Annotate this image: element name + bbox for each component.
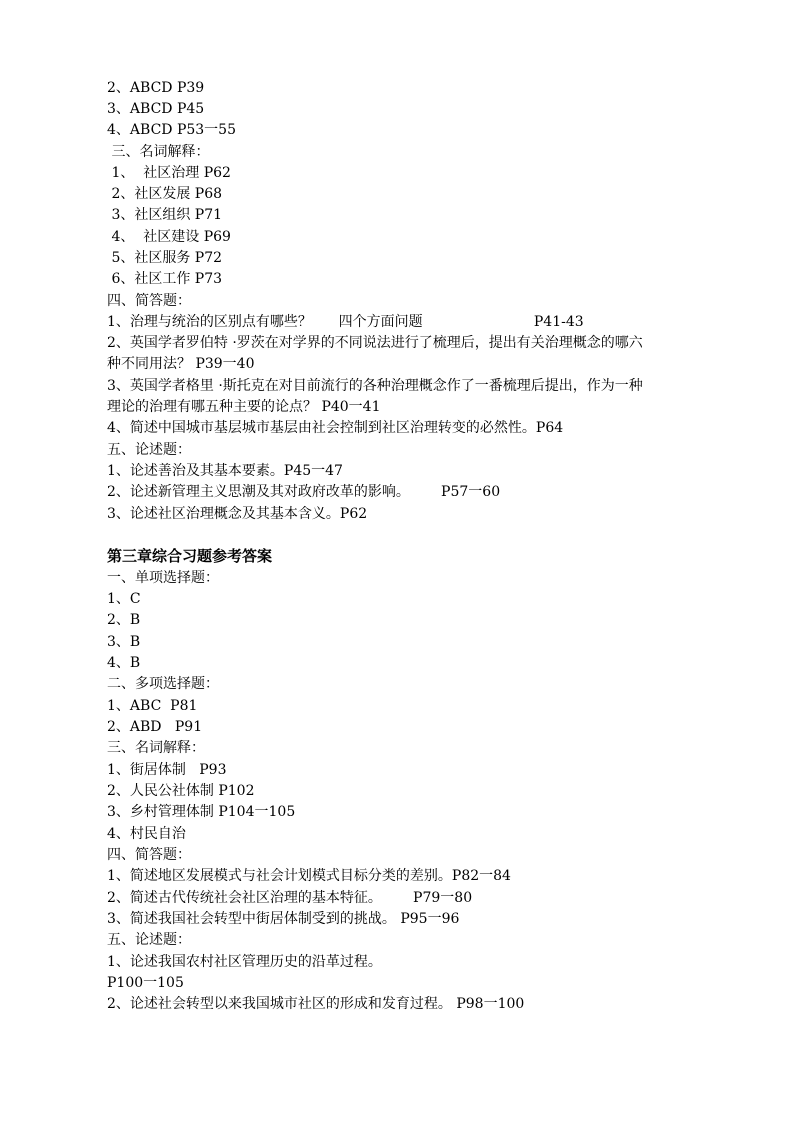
essay-item: 1、论述善治及其基本要素。P45一47	[107, 463, 343, 479]
term-answer: 3、乡村管理体制 P104一105	[107, 804, 296, 820]
term-answer: 5、社区服务 P72	[107, 250, 223, 266]
short-answer-item: 理论的治理有哪五种主要的论点？ P40一41	[107, 399, 381, 415]
single-choice-heading: 一、单项选择题：	[107, 570, 219, 586]
single-choice-answer: 3、B	[107, 634, 141, 650]
short-answer-heading: 四、简答题：	[107, 847, 191, 863]
essay-item: 2、论述社会转型以来我国城市社区的形成和发育过程。 P98一100	[107, 996, 525, 1012]
multi-choice-answer: 2、ABCD P39	[107, 80, 205, 96]
essay-item: 1、论述我国农村社区管理历史的沿革过程。	[107, 954, 382, 970]
essay-item: 2、论述新管理主义思潮及其对政府改革的影响。 P57一60	[107, 484, 501, 500]
short-answer-item: 1、治理与统治的区别点有哪些？ 四个方面问题 P41-43	[107, 314, 584, 330]
term-answer: 3、社区组织 P71	[107, 207, 223, 223]
term-answer: 4、 社区建设 P69	[107, 229, 231, 245]
short-answer-item: 1、简述地区发展模式与社会计划模式目标分类的差别。P82一84	[107, 868, 511, 884]
multi-choice-answer: 3、ABCD P45	[107, 101, 205, 117]
short-answer-item: 2、简述古代传统社会社区治理的基本特征。 P79一80	[107, 890, 473, 906]
essay-item: 3、论述社区治理概念及其基本含义。P62	[107, 506, 368, 522]
essay-heading: 五、论述题：	[107, 442, 191, 458]
chapter-title: 第三章综合习题参考答案	[107, 547, 273, 565]
term-answer: 2、社区发展 P68	[107, 186, 223, 202]
short-answer-heading: 四、简答题：	[107, 293, 191, 309]
essay-heading: 五、论述题：	[107, 932, 191, 948]
terms-heading: 三、名词解释：	[107, 740, 205, 756]
short-answer-item: 2、英国学者罗伯特 ·罗茨在对学界的不同说法进行了梳理后，提出有关治理概念的哪六	[107, 335, 643, 351]
short-answer-item: 种不同用法？ P39一40	[107, 356, 255, 372]
short-answer-item: 4、简述中国城市基层城市基层由社会控制到社区治理转变的必然性。P64	[107, 420, 564, 436]
short-answer-item: 3、简述我国社会转型中街居体制受到的挑战。 P95一96	[107, 911, 460, 927]
term-answer: 1、 社区治理 P62	[107, 165, 231, 181]
term-answer: 1、街居体制 P93	[107, 762, 227, 778]
essay-item: P100一105	[107, 975, 184, 991]
short-answer-item: 3、英国学者格里 ·斯托克在对目前流行的各种治理概念作了一番梳理后提出，作为一种	[107, 378, 643, 394]
term-answer: 2、人民公社体制 P102	[107, 783, 255, 799]
multi-choice-heading: 二、多项选择题：	[107, 676, 219, 692]
single-choice-answer: 4、B	[107, 655, 141, 671]
term-answer: 4、村民自治	[107, 826, 186, 842]
terms-heading: 三、名词解释：	[107, 144, 210, 160]
single-choice-answer: 2、B	[107, 612, 141, 628]
multi-choice-answer: 1、ABC P81	[107, 698, 198, 714]
term-answer: 6、社区工作 P73	[107, 271, 223, 287]
multi-choice-answer: 4、ABCD P53一55	[107, 122, 237, 138]
multi-choice-answer: 2、ABD P91	[107, 719, 203, 735]
single-choice-answer: 1、C	[107, 591, 141, 607]
